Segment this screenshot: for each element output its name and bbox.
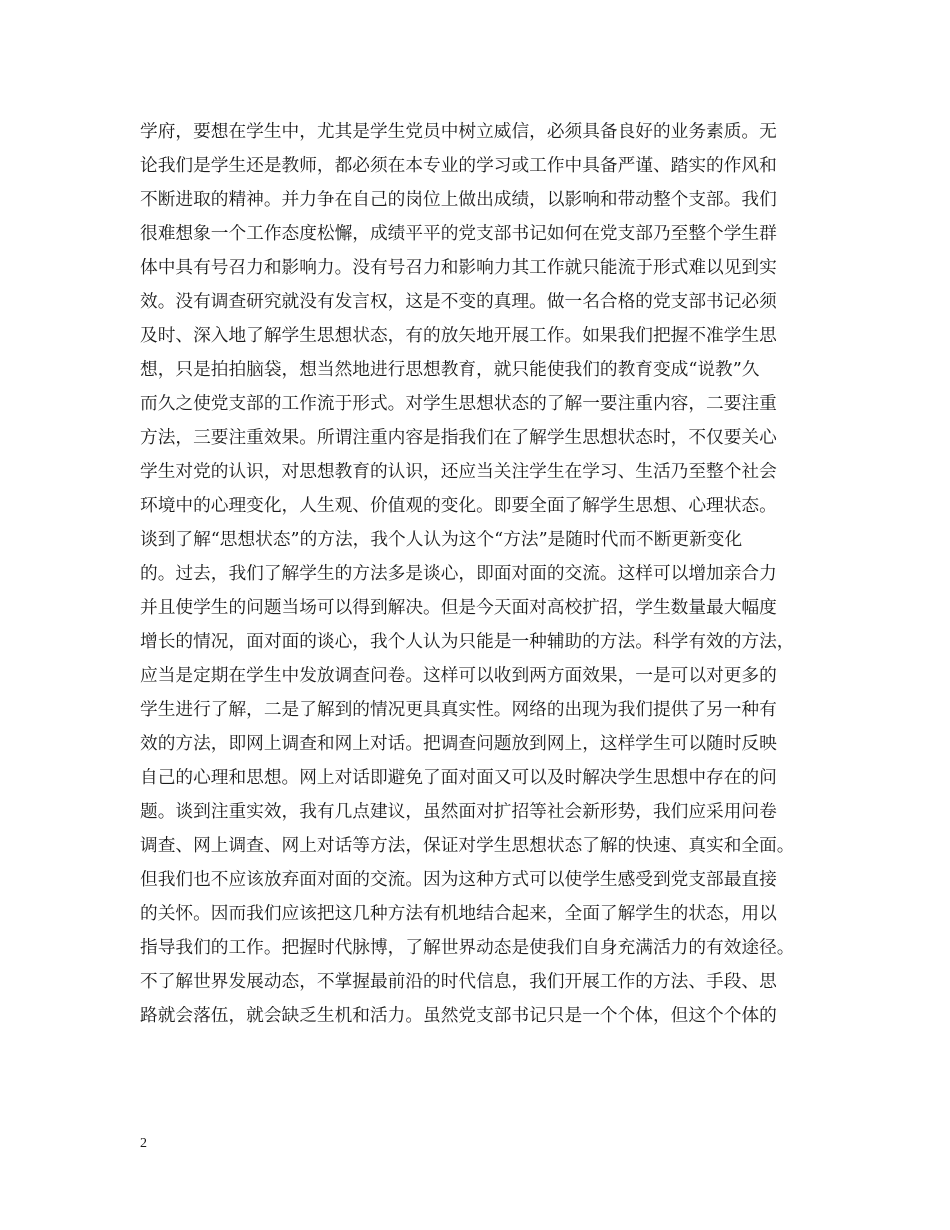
text-line: 很难想象一个工作态度松懈，成绩平平的党支部书记如何在党支部乃至整个学生群 [140,224,777,244]
text-line: 而久之使党支部的工作流于形式。对学生思想状态的了解一要注重内容，二要注重 [140,394,777,414]
text-line: 应当是定期在学生中发放调查问卷。这样可以收到两方面效果，一是可以对更多的 [140,666,777,686]
text-line: 学府，要想在学生中，尤其是学生党员中树立威信，必须具备良好的业务素质。无 [140,122,777,142]
text-line: 效的方法，即网上调查和网上对话。把调查问题放到网上，这样学生可以随时反映 [140,734,777,754]
text-line: 自己的心理和思想。网上对话即避免了面对面又可以及时解决学生思想中存在的问 [140,768,777,788]
text-line: 环境中的心理变化，人生观、价值观的变化。即要全面了解学生思想、心理状态。 [140,496,777,516]
text-line: 不了解世界发展动态，不掌握最前沿的时代信息，我们开展工作的方法、手段、思 [140,972,777,992]
text-line: 调查、网上调查、网上对话等方法，保证对学生思想状态了解的快速、真实和全面。 [140,836,795,856]
text-line: 谈到了解“思想状态”的方法，我个人认为这个“方法”是随时代而不断更新变化 [140,530,743,550]
text-line: 学生对党的认识，对思想教育的认识，还应当关注学生在学习、生活乃至整个社会 [140,462,777,482]
text-line: 方法，三要注重效果。所谓注重内容是指我们在了解学生思想状态时，不仅要关心 [140,428,777,448]
text-line: 并且使学生的问题当场可以得到解决。但是今天面对高校扩招，学生数量最大幅度 [140,598,777,618]
text-line: 效。没有调查研究就没有发言权，这是不变的真理。做一名合格的党支部书记必须 [140,292,777,312]
text-line: 但我们也不应该放弃面对面的交流。因为这种方式可以使学生感受到党支部最直接 [140,870,777,890]
page-number: 2 [140,1136,147,1151]
text-line: 及时、深入地了解学生思想状态，有的放矢地开展工作。如果我们把握不准学生思 [140,326,777,346]
text-line: 学生进行了解，二是了解到的情况更具真实性。网络的出现为我们提供了另一种有 [140,700,777,720]
text-line: 指导我们的工作。把握时代脉博，了解世界动态是使我们自身充满活力的有效途径。 [140,938,795,958]
text-line: 论我们是学生还是教师，都必须在本专业的学习或工作中具备严谨、踏实的作风和 [140,156,777,176]
text-line: 体中具有号召力和影响力。没有号召力和影响力其工作就只能流于形式难以见到实 [140,258,777,278]
text-line: 题。谈到注重实效，我有几点建议，虽然面对扩招等社会新形势，我们应采用问卷 [140,802,777,822]
text-line: 的关怀。因而我们应该把这几种方法有机地结合起来，全面了解学生的状态，用以 [140,904,777,924]
text-line: 不断进取的精神。并力争在自己的岗位上做出成绩，以影响和带动整个支部。我们 [140,190,777,210]
text-line: 想，只是拍拍脑袋，想当然地进行思想教育，就只能使我们的教育变成“说教”久 [140,360,760,380]
text-line: 增长的情况，面对面的谈心，我个人认为只能是一种辅助的方法。科学有效的方法， [140,632,795,652]
text-line: 的。过去，我们了解学生的方法多是谈心，即面对面的交流。这样可以增加亲合力 [140,564,777,584]
body-text [140,115,820,1033]
text-line: 路就会落伍，就会缺乏生机和活力。虽然党支部书记只是一个个体，但这个个体的 [140,1006,777,1026]
